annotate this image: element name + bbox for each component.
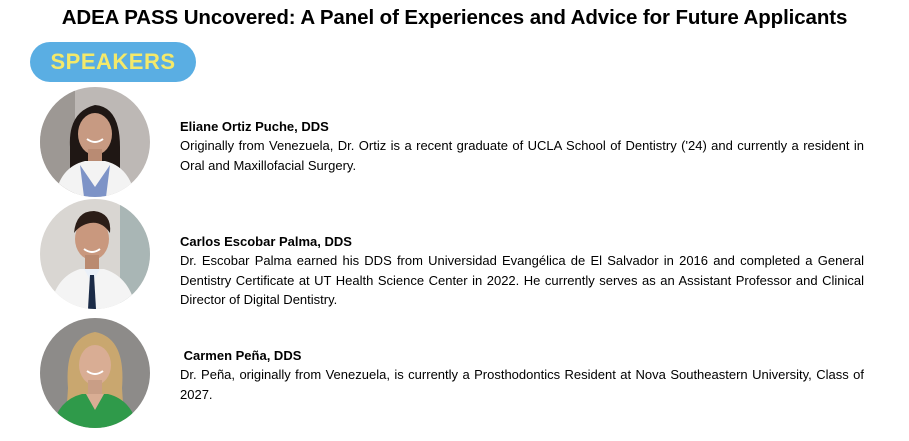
speaker-photo-eliane xyxy=(40,87,150,197)
speaker-bio: Dr. Escobar Palma earned his DDS from Universidad Evangélica de El Salvador in 2016 and completed a General Dentistry Certificate at UT Health Science Center in 2022. He currently serves as an Assistant Professor and Clinical Director of Digital Dentistry. xyxy=(180,253,864,307)
speaker-name: Carmen Peña, DDS xyxy=(180,348,302,363)
speaker-bio-block xyxy=(180,232,864,309)
speaker-bio-block xyxy=(180,117,864,175)
speaker-bio: Dr. Peña, originally from Venezuela, is currently a Prosthodontics Resident at Nova Southeastern University, Class of 2027. xyxy=(180,367,864,402)
speaker-name: Carlos Escobar Palma, DDS xyxy=(180,234,352,249)
speaker-name: Eliane Ortiz Puche, DDS xyxy=(180,119,329,134)
speaker-bio-block xyxy=(180,346,864,404)
speaker-bio: Originally from Venezuela, Dr. Ortiz is a recent graduate of UCLA School of Dentistry ('24) and currently a resident in Oral and Maxillofacial Surgery. xyxy=(180,138,864,173)
speakers-badge-label: SPEAKERS xyxy=(50,49,176,74)
speaker-photo-carmen xyxy=(40,318,150,428)
speaker-photo-carlos xyxy=(40,199,150,309)
page-title: ADEA PASS Uncovered: A Panel of Experiences and Advice for Future Applicants xyxy=(61,6,848,29)
speakers-badge xyxy=(30,42,196,82)
